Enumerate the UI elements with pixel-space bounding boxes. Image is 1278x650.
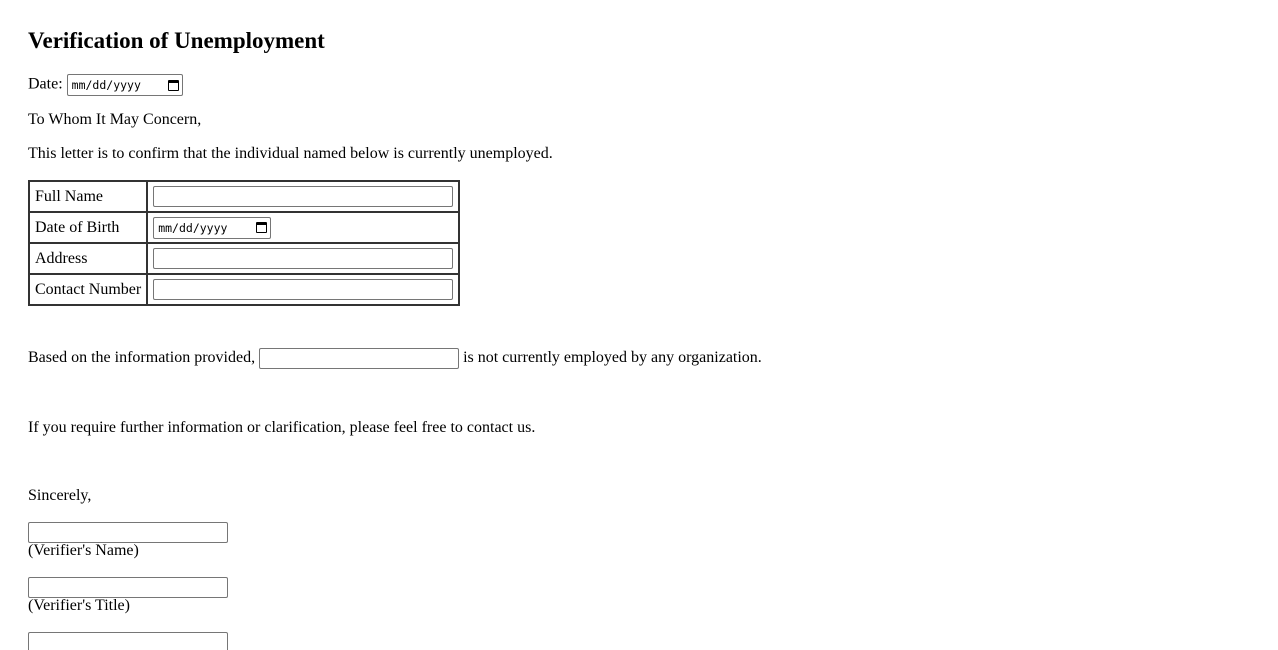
verifier-signature-block: [28, 632, 228, 650]
verifier-title-block: [28, 577, 228, 598]
contact-number-input[interactable]: [153, 279, 453, 300]
date-label: Date:: [28, 75, 63, 93]
contact-number-label: Contact Number: [29, 274, 147, 305]
address-cell: [147, 243, 459, 274]
full-name-input[interactable]: [153, 186, 453, 207]
page-title: Verification of Unemployment: [28, 28, 325, 53]
table-row: [29, 243, 459, 274]
table-row: [29, 212, 459, 243]
verifier-name-block: [28, 522, 228, 543]
verifier-title-input[interactable]: [28, 577, 228, 598]
date-placeholder: mm/dd/yyyy: [71, 78, 141, 92]
address-input[interactable]: [153, 248, 453, 269]
further-info-paragraph: If you require further information or clarification, please feel free to contact us.: [28, 419, 536, 436]
salutation: To Whom It May Concern,: [28, 111, 202, 128]
applicant-info-table: [28, 180, 460, 306]
statement-paragraph: [28, 348, 762, 369]
verifier-title-label: (Verifier's Title): [28, 597, 130, 614]
statement-name-input[interactable]: [259, 348, 459, 369]
statement-after: is not currently employed by any organization.: [463, 349, 762, 367]
verifier-third-input[interactable]: [28, 632, 228, 650]
calendar-icon[interactable]: [256, 222, 267, 233]
date-of-birth-label: Date of Birth: [29, 212, 147, 243]
full-name-cell: [147, 181, 459, 212]
table-row: [29, 181, 459, 212]
date-input[interactable]: [67, 74, 183, 96]
address-label: Address: [29, 243, 147, 274]
date-of-birth-placeholder: mm/dd/yyyy: [158, 220, 228, 235]
calendar-icon[interactable]: [168, 80, 179, 91]
date-of-birth-cell: [147, 212, 459, 243]
closing: Sincerely,: [28, 487, 92, 504]
intro-paragraph: This letter is to confirm that the individual named below is currently unemployed.: [28, 145, 553, 162]
statement-before: Based on the information provided,: [28, 349, 256, 367]
verifier-name-label: (Verifier's Name): [28, 542, 139, 559]
contact-number-cell: [147, 274, 459, 305]
date-of-birth-input[interactable]: [153, 217, 271, 239]
verifier-name-input[interactable]: [28, 522, 228, 543]
full-name-label: Full Name: [29, 181, 147, 212]
date-row: [28, 74, 183, 96]
table-row: [29, 274, 459, 305]
